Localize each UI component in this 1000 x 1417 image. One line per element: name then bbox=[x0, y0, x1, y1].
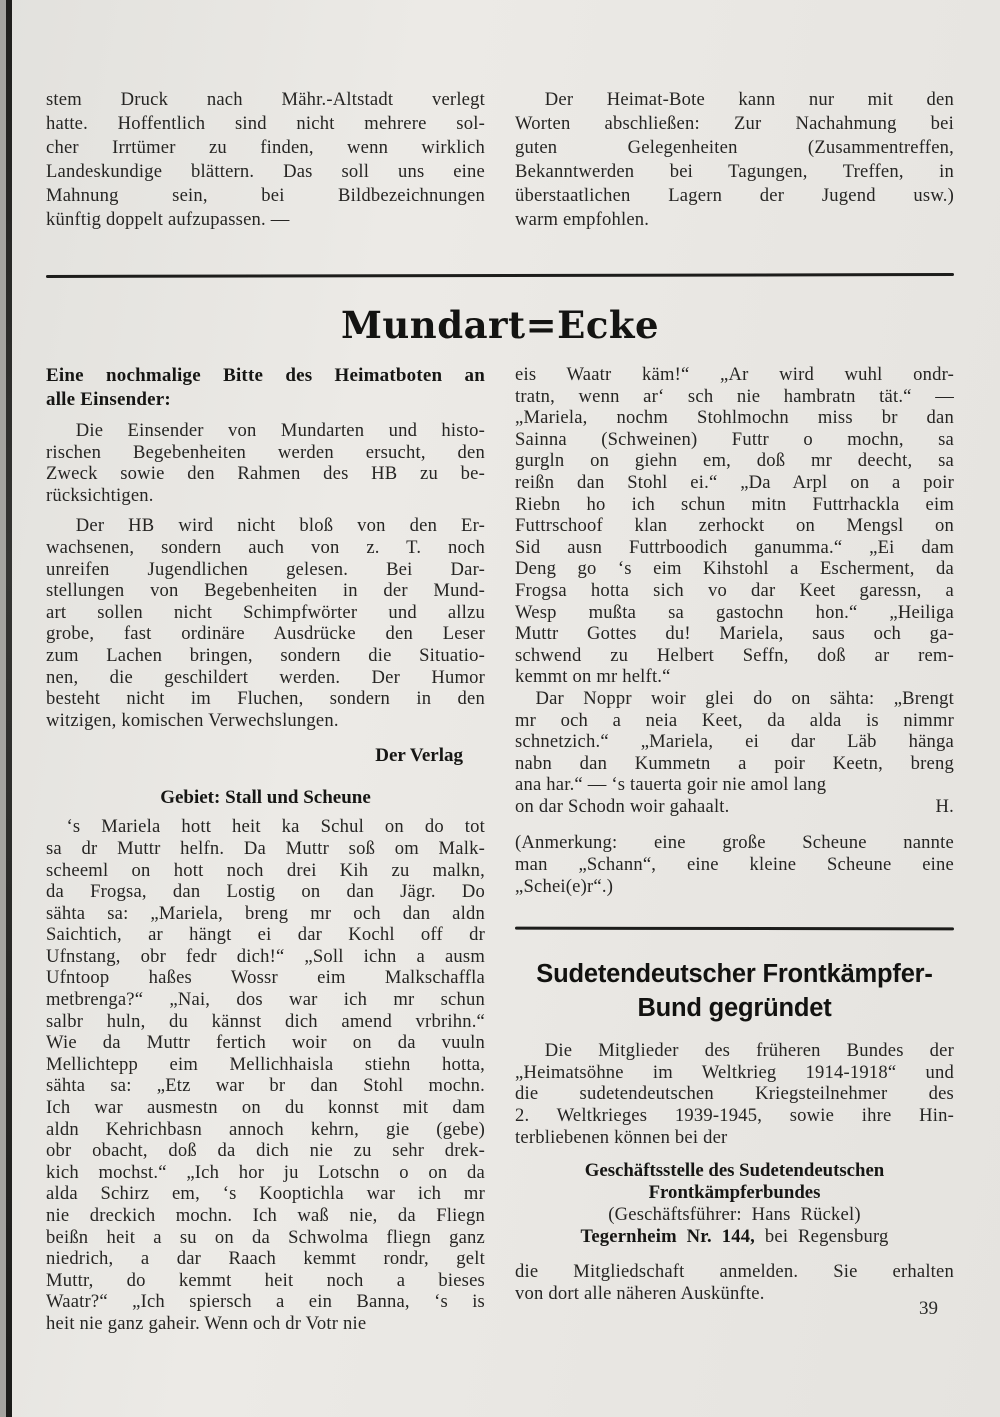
text-line: Zweck sowie den Rahmen des HB zu be- bbox=[46, 463, 485, 485]
text-line: Wie da Muttr fertich woir on da vuuln bbox=[46, 1032, 485, 1054]
text-line: tratn, wenn ar‘ sch nie hambratn tät.“ — bbox=[515, 385, 954, 407]
main-columns bbox=[46, 364, 954, 1335]
text-line: Die Einsender von Mundarten und histo- bbox=[75, 420, 485, 441]
text-line: von dort alle näheren Auskünfte. bbox=[515, 1282, 765, 1304]
article-paragraph bbox=[515, 1040, 954, 1148]
text-line: Futtrschoof klan zerhockt on Mengsl on bbox=[515, 515, 954, 537]
text-line: Sudetendeutscher Frontkämpfer- bbox=[536, 960, 933, 989]
dialect-story-left bbox=[46, 816, 485, 1334]
text-line: Muttr, do kemmt heit noch a bieses bbox=[46, 1269, 485, 1291]
text-line: Mellichtepp eim Mellichhaisla stiehn hotta, bbox=[46, 1053, 485, 1075]
text-line: Ufntoop haßes Wossr eim Malkschaffla bbox=[46, 967, 485, 989]
signature-text: on dar Schodn woir gahaalt. bbox=[515, 795, 730, 817]
section-divider bbox=[46, 273, 954, 278]
text-line: witzigen, komischen Verwechslungen. bbox=[46, 709, 339, 731]
text-line: schnetzich.“ „Mariela, ei dar Läb hänga bbox=[515, 731, 954, 753]
text-line: gurgln on giehn em, doß mr deecht, sa bbox=[515, 450, 954, 472]
appeal-paragraph-1 bbox=[46, 420, 485, 506]
text-line: „Heimatsöhne im Weltkrieg 1914-1918“ und bbox=[515, 1061, 954, 1083]
text-line: reißn dan Stohl ei.“ „Da Arpl on a poir bbox=[515, 471, 954, 493]
text-line: unreifen Jugendlichen gelesen. Bei Dar- bbox=[46, 558, 485, 580]
text-line: „Mariela, nochm Stohlmochn miss br dan bbox=[515, 407, 954, 429]
text-line: sähta sa: „Mariela, breng mr och dan aldn bbox=[46, 902, 485, 924]
text-line: Ufnstang, obr fedr dich!“ „Soll ichn a ausm bbox=[46, 945, 485, 967]
closing-paragraph bbox=[515, 1261, 954, 1304]
text-line: Ich war ausmestn on du konnst mit dam bbox=[46, 1097, 485, 1119]
text-line: Deng go ‘s eim Kihstohl a Escherment, da bbox=[515, 558, 954, 580]
text-line: Frogsa hotta sich vo dar Keet garessn, a bbox=[515, 579, 954, 601]
story-heading: Gebiet: Stall und Scheune bbox=[160, 787, 371, 809]
text-line: Eine nochmalige Bitte des Heimatboten an bbox=[46, 365, 485, 386]
appeal-paragraph-2 bbox=[46, 515, 485, 731]
text-line: metbrenga?“ „Nai, dos war ich mr schun bbox=[46, 989, 485, 1011]
text-line: terbliebenen können bei der bbox=[515, 1126, 728, 1148]
text-line: heit nie ganz gaheir. Wenn och dr Votr nie bbox=[46, 1312, 367, 1334]
top-left-paragraph bbox=[46, 88, 485, 232]
text-line: grobe, fast ordinäre Ausdrücke den Leser bbox=[46, 623, 485, 645]
text-line: sähta sa: „Etz war br dan Stohl mochn. bbox=[46, 1075, 485, 1097]
text-line: niedrich, a dar Raach kemmt rondr, gelt bbox=[46, 1248, 485, 1270]
text-line: besteht nicht im Fluchen, sondern in den bbox=[46, 688, 485, 710]
section-title: Mundart=Ecke bbox=[340, 303, 660, 347]
text-line: Bekanntwerden bei Tagungen, Treffen, in bbox=[515, 161, 954, 182]
text-line: künftig doppelt aufzupassen. — bbox=[46, 209, 290, 230]
text-line: art sollen nicht Schimpfwörter und allzu bbox=[46, 601, 485, 623]
office-heading bbox=[515, 1160, 954, 1204]
text-line: alle Einsender: bbox=[46, 388, 171, 410]
text-line: Riebn ho ich schun mitn Futtrhackla eim bbox=[515, 493, 954, 515]
text-line: Mahnung sein, bei Bildbezeichnungen bbox=[46, 185, 485, 206]
text-line: cher Irrtümer zu finden, wenn wirklich bbox=[46, 137, 485, 158]
text-line: nabn dan Kummetn a poir Keetn, breng bbox=[515, 752, 954, 774]
text-line: „Schei(e)r“.) bbox=[515, 875, 614, 897]
text-line: Der HB wird nicht bloß von den Er- bbox=[75, 515, 485, 537]
text-line: (Anmerkung: eine große Scheune nannte bbox=[515, 832, 954, 854]
appeal-heading bbox=[46, 364, 485, 411]
text-line: warm empfohlen. bbox=[515, 209, 650, 230]
text-line: sa dr Muttr helfn. Da Muttr soß om Malk- bbox=[46, 837, 485, 859]
story-author-initial: H. bbox=[935, 795, 954, 817]
text-line: rücksichtigen. bbox=[46, 484, 154, 506]
text-line: Frontkämpferbundes bbox=[648, 1182, 821, 1204]
text-line: Dar Noppr woir glei do on sähta: „Brengt bbox=[535, 687, 954, 709]
text-line: Landeskundige blättern. Das soll uns eine bbox=[46, 161, 485, 182]
text-line: Waatr?“ „Ich spiersch a ein Banna, ‘s is bbox=[46, 1291, 485, 1313]
text-line: beißn heit a su on da Schwolma fliegn ganz bbox=[46, 1226, 485, 1248]
text-line: Die Mitglieder des früheren Bundes der bbox=[544, 1040, 954, 1062]
top-right-paragraph bbox=[515, 88, 954, 232]
text-line: da Frogsa, dan Lostig on dan Jägr. Do bbox=[46, 881, 485, 903]
office-address-bold: Tegernheim Nr. 144, bbox=[580, 1226, 756, 1248]
text-line: 2. Weltkrieges 1939-1945, sowie ihre Hin- bbox=[515, 1105, 954, 1127]
text-line: eis Waatr käm!“ „Ar wird wuhl ondr- bbox=[515, 364, 954, 385]
text-line: ‘s Mariela hott heit ka Schul on do tot bbox=[66, 816, 485, 838]
text-line: Worten abschließen: Zur Nachahmung bei bbox=[515, 113, 954, 134]
article-heading bbox=[515, 957, 954, 1025]
text-line: rischen Begebenheiten werden ersucht, den bbox=[46, 441, 485, 463]
page-content bbox=[46, 0, 954, 1335]
text-line: die Mitgliedschaft anmelden. Sie erhalten bbox=[515, 1261, 954, 1283]
left-column bbox=[46, 364, 485, 1335]
text-line: nen, die geschildert werden. Der Humor bbox=[46, 666, 485, 688]
office-address-rest: bei Regensburg bbox=[755, 1226, 889, 1248]
text-line: Wesp mußta sa gastochn hon.“ „Heiliga bbox=[515, 601, 954, 623]
text-line: stellungen von Begebenheiten in der Mund- bbox=[46, 580, 485, 602]
office-manager-line: (Geschäftsführer: Hans Rückel) bbox=[608, 1204, 861, 1226]
text-line: mr och a neia Keet, da alda is nimmr bbox=[515, 709, 954, 731]
text-line: nie dreckich mochn. Ich waß nie, da Fliegn bbox=[46, 1205, 485, 1226]
noppr-paragraph bbox=[515, 688, 954, 796]
text-line: Geschäftsstelle des Sudetendeutschen bbox=[584, 1160, 885, 1182]
column-divider bbox=[515, 927, 954, 931]
story-signature-line bbox=[515, 796, 954, 818]
text-line: die sudetendeutschen Kriegsteilnehmer des bbox=[515, 1083, 954, 1105]
text-line: Sainna (Schweinen) Futtr o mochn, sa bbox=[515, 428, 954, 450]
text-line: guten Gelegenheiten (Zusammentreffen, bbox=[515, 137, 954, 158]
right-column bbox=[515, 364, 954, 1335]
binding-spine-line bbox=[6, 0, 12, 1417]
text-line: man „Schann“, eine kleine Scheune eine bbox=[515, 854, 954, 876]
text-line: ana har.“ — ‘s tauerta goir nie amol lang bbox=[515, 774, 827, 796]
text-line: stem Druck nach Mähr.-Altstadt verlegt bbox=[46, 89, 485, 110]
text-line: schwend zu Helbert Seffn, doß ar rem- bbox=[515, 644, 954, 666]
text-line: hatte. Hoffentlich sind nicht mehrere sol- bbox=[46, 113, 485, 134]
text-line: Saichtich, ar hängt ei dar Kochl off dr bbox=[46, 924, 485, 946]
text-line: überstaatlichen Lagern der Jugend usw.) bbox=[515, 185, 954, 206]
text-line: Bund gegründet bbox=[637, 994, 832, 1023]
text-line: wachsenen, sondern auch von z. T. noch bbox=[46, 536, 485, 558]
text-line: Der Heimat-Bote kann nur mit den bbox=[544, 89, 954, 110]
page-number: 39 bbox=[919, 1298, 938, 1319]
text-line: kemmt on mr helft.“ bbox=[515, 666, 671, 688]
verlag-signature: Der Verlag bbox=[375, 745, 463, 767]
office-address-line bbox=[515, 1226, 954, 1248]
text-line: aldn Kehrichbasn annoch kehrn, gie (gebe) bbox=[46, 1118, 485, 1140]
text-line: alda Schirz em, ‘s Kooptichla war ich mr bbox=[46, 1183, 485, 1205]
text-line: zum Lachen bringen, sondern die Situatio- bbox=[46, 644, 485, 666]
text-line: scheeml on hott noch drei Kih zu malkn, bbox=[46, 859, 485, 881]
text-line: Sid ausn Futtrboodich ganumma.“ „Ei dam bbox=[515, 536, 954, 558]
text-line: obr obacht, doß da dich nie zu sehr drek- bbox=[46, 1140, 485, 1162]
text-line: Muttr Gottes du! Mariela, saus och ga- bbox=[515, 623, 954, 645]
text-line: kich mochst.“ „Ich hor ju Lotschn o on da bbox=[46, 1161, 485, 1183]
dialect-story-right bbox=[515, 364, 954, 688]
text-line: salbr huln, du kännst dich amend vrbrihn.“ bbox=[46, 1010, 485, 1032]
remark-paragraph bbox=[515, 832, 954, 897]
top-section bbox=[46, 0, 954, 232]
